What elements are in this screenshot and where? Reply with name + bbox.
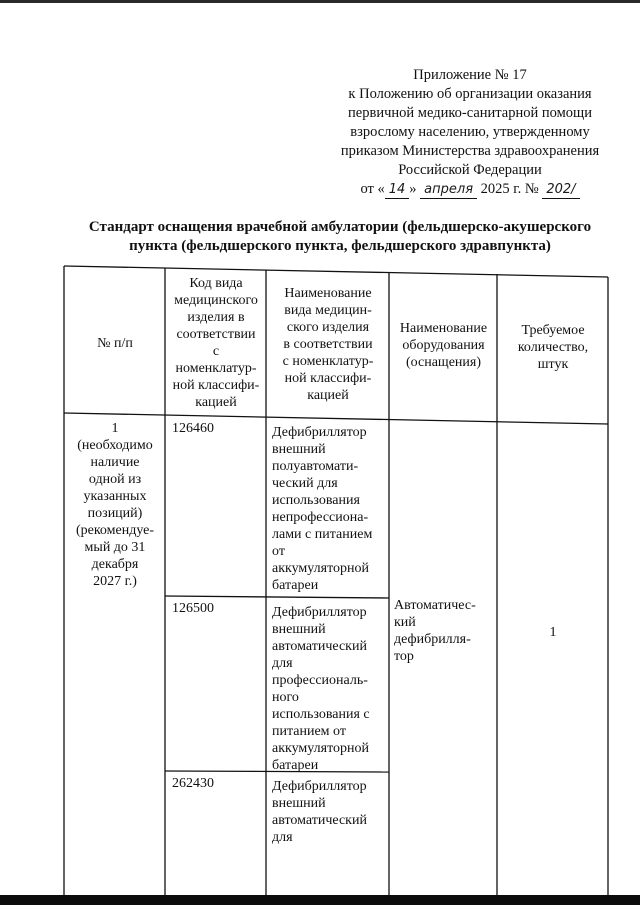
row-2-device-name (272, 604, 388, 774)
header-text: оборудования (402, 338, 485, 353)
group-text: (рекомендуе- (75, 523, 155, 538)
name-text: непрофессиона- (272, 510, 369, 525)
name-text: использования (272, 493, 360, 508)
row-1-device-name (272, 424, 388, 594)
header-text: кацией (195, 395, 237, 410)
group-text: позиций) (87, 506, 143, 521)
row-3-device-name (272, 778, 388, 846)
handwritten-day: 14 (385, 182, 410, 199)
header-text: количество, (517, 340, 589, 355)
header-text: с (212, 344, 220, 359)
header-text: Наименование (399, 321, 488, 336)
name-text: Дефибриллятор (272, 425, 367, 440)
code-text: 126500 (172, 601, 214, 616)
header-text: кацией (307, 388, 349, 403)
header-quantity (498, 322, 608, 373)
name-text: от (272, 544, 285, 559)
equipment-text: тор (394, 649, 414, 664)
name-text: внешний (272, 622, 326, 637)
name-text: профессиональ- (272, 673, 368, 688)
header-code (166, 275, 266, 411)
group-text: наличие (90, 455, 140, 470)
group-number-cell (66, 420, 164, 590)
name-text: ного (272, 690, 299, 705)
name-text: Дефибриллятор (272, 605, 367, 620)
title-line-1: Стандарт оснащения врачебной амбулатории (фельдшерско-акушерского (88, 219, 592, 235)
appendix-line: Российской Федерации (398, 162, 542, 178)
appendix-line: приказом Министерства здравоохранения (340, 143, 600, 159)
name-text: аккумуляторной (272, 561, 370, 576)
scan-bottom-edge (0, 895, 640, 905)
header-text: (оснащения) (405, 355, 481, 370)
appendix-line: взрослому населению, утвержденному (350, 124, 590, 140)
name-text: внешний (272, 442, 326, 457)
row-1-code (172, 420, 264, 437)
header-text: № п/п (97, 336, 133, 351)
header-text: Код вида (189, 276, 243, 291)
header-text: медицинского (174, 293, 258, 308)
equipment-text: Автоматичес- (394, 598, 476, 613)
header-text: ной классифи- (284, 371, 372, 386)
date-separator: » (409, 181, 417, 197)
group-text: мый до 31 (84, 540, 146, 555)
group-text: (необходимо (77, 438, 153, 453)
handwritten-month: апреля (420, 182, 477, 199)
header-text: изделия в (187, 310, 245, 325)
equipment-text: кий (394, 615, 416, 630)
header-text: в соответствии (283, 337, 373, 352)
row-2-code (172, 600, 264, 617)
equipment-cell (394, 597, 496, 665)
appendix-line: к Положению об организации оказания (348, 86, 592, 102)
name-text: для (272, 830, 293, 845)
code-text: 262430 (172, 776, 214, 791)
header-text: штук (537, 357, 569, 372)
name-text: лами с питанием (272, 527, 373, 542)
title-line-2: пункта (фельдшерского пункта, фельдшерского здравпункта) (129, 238, 551, 254)
group-text: одной из (88, 472, 142, 487)
group-text: указанных (83, 489, 147, 504)
name-text: для (272, 656, 293, 671)
group-text: 1 (111, 421, 119, 436)
header-text: Требуемое (521, 323, 585, 338)
header-text: соответствии (176, 327, 256, 342)
header-text: ского изделия (286, 320, 370, 335)
name-text: полуавтомати- (272, 459, 359, 474)
name-text: автоматический (272, 639, 367, 654)
group-text: 2027 г.) (93, 574, 137, 589)
header-number (66, 335, 164, 352)
name-text: Дефибриллятор (272, 779, 367, 794)
header-text: номенклатур- (175, 361, 257, 376)
name-text: питанием от (272, 724, 346, 739)
quantity-cell (498, 624, 608, 641)
name-text: автоматический (272, 813, 367, 828)
name-text: аккумуляторной (272, 741, 370, 756)
quantity-text: 1 (549, 625, 557, 640)
name-text: батареи (272, 758, 319, 773)
handwritten-order-number: 202/ (542, 182, 579, 199)
header-equipment (390, 320, 497, 371)
header-text: вида медицин- (284, 303, 372, 318)
appendix-line: первичной медико-санитарной помощи (348, 105, 592, 121)
header-text: с номенклатур- (282, 354, 374, 369)
appendix-line: Приложение № 17 (413, 67, 527, 83)
name-text: батареи (272, 578, 319, 593)
name-text: использования с (272, 707, 370, 722)
row-3-code (172, 775, 264, 792)
equipment-text: дефибрилля- (394, 632, 471, 647)
name-text: внешний (272, 796, 326, 811)
date-prefix: от « (360, 181, 385, 197)
header-text: Наименование (284, 286, 372, 301)
date-year: 2025 г. № (480, 181, 539, 197)
header-device-name (267, 285, 389, 404)
code-text: 126460 (172, 421, 214, 436)
header-text: ной классифи- (172, 378, 260, 393)
name-text: ческий для (272, 476, 338, 491)
group-text: декабря (91, 557, 139, 572)
